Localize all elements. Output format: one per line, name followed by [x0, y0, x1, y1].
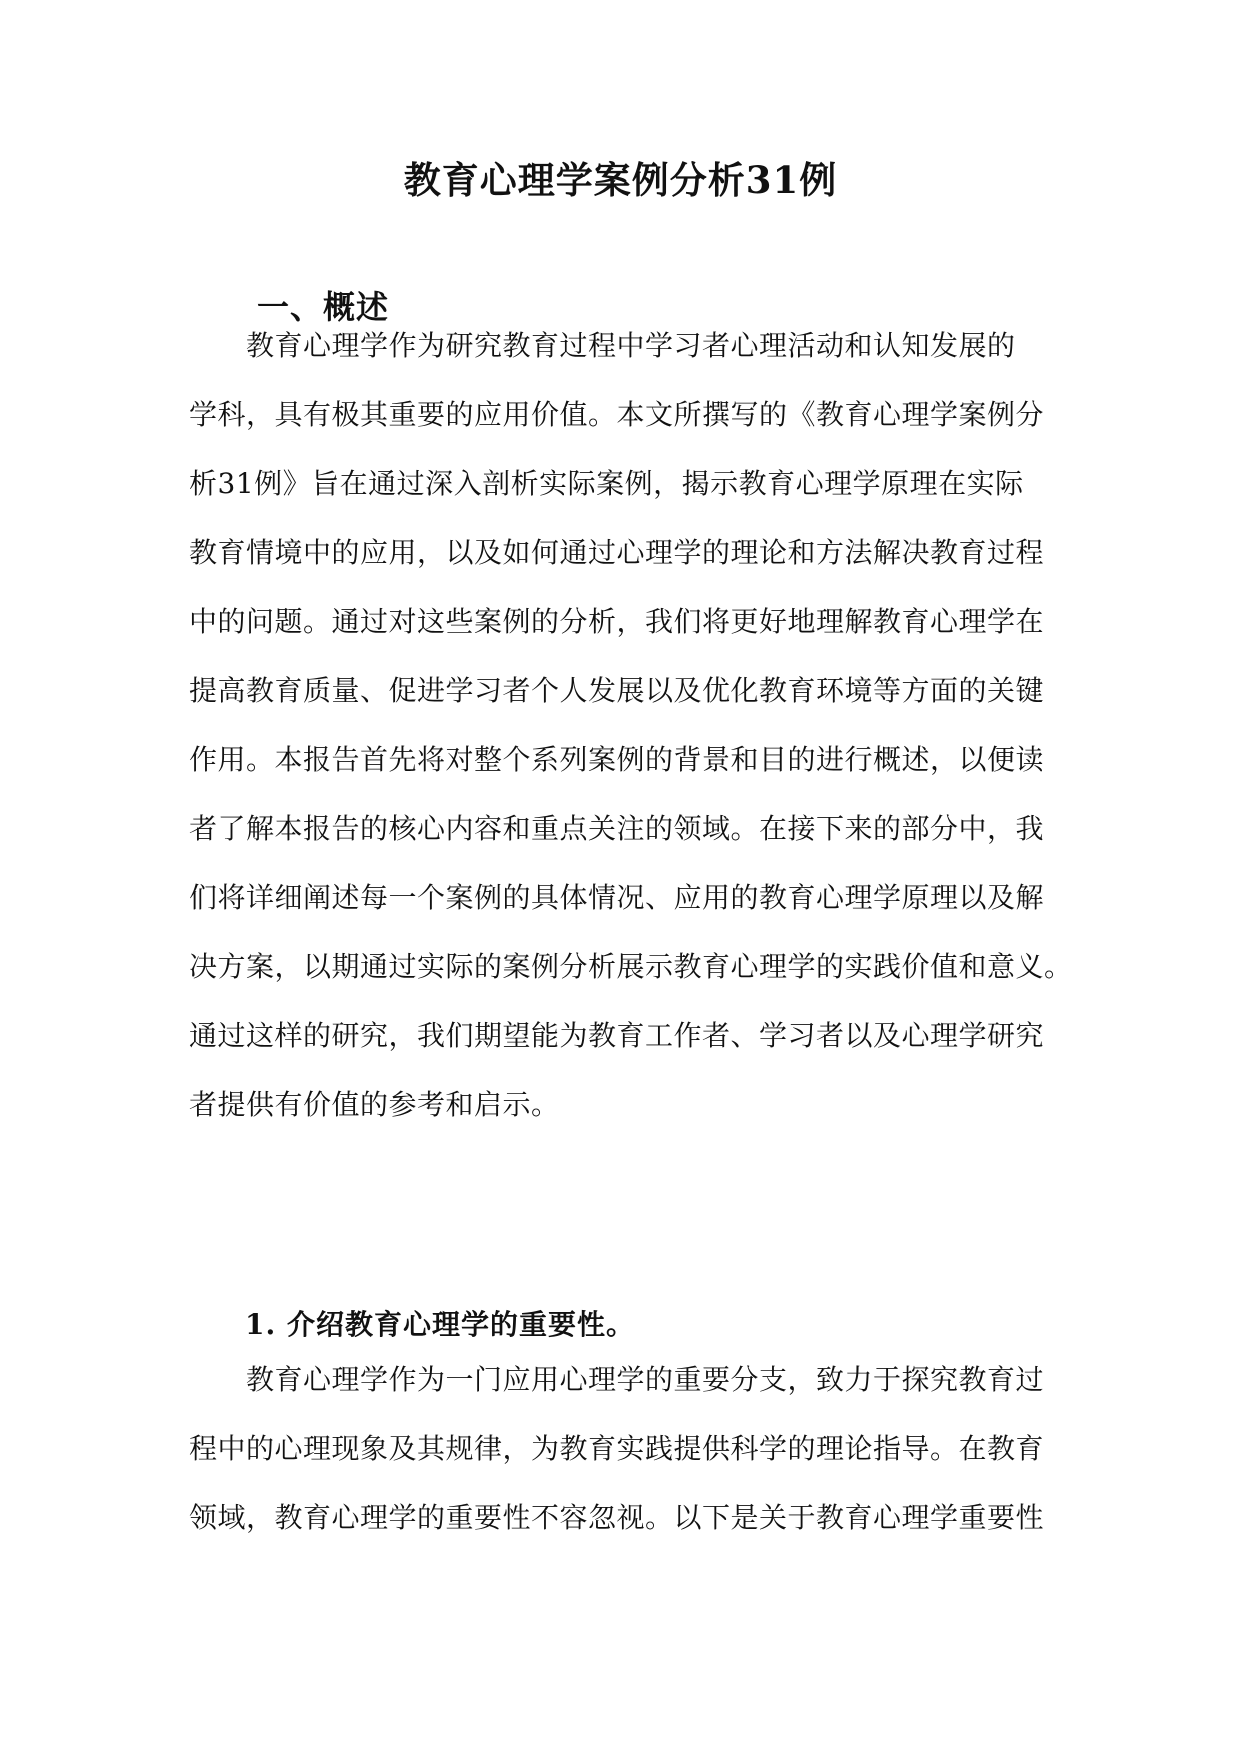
subsection-heading-importance: 1. 介绍教育心理学的重要性。	[245, 1308, 635, 1341]
paragraph-line: 们将详细阐述每一个案例的具体情况、应用的教育心理学原理以及解	[189, 881, 1045, 914]
paragraph-line: 析31例》旨在通过深入剖析实际案例，揭示教育心理学原理在实际	[189, 467, 1024, 500]
document-title: 教育心理学案例分析31例	[403, 158, 838, 202]
paragraph-line: 领域，教育心理学的重要性不容忽视。以下是关于教育心理学重要性	[189, 1501, 1045, 1534]
paragraph-line: 教育心理学作为一门应用心理学的重要分支，致力于探究教育过	[246, 1363, 1045, 1396]
paragraph-line: 通过这样的研究，我们期望能为教育工作者、学习者以及心理学研究	[189, 1019, 1045, 1052]
paragraph-line: 作用。本报告首先将对整个系列案例的背景和目的进行概述，以便读	[189, 743, 1045, 776]
paragraph-line: 教育情境中的应用，以及如何通过心理学的理论和方法解决教育过程	[189, 536, 1045, 569]
section-heading-overview: 一、概述	[257, 288, 390, 326]
paragraph-line: 教育心理学作为研究教育过程中学习者心理活动和认知发展的	[246, 329, 1016, 362]
paragraph-line: 者了解本报告的核心内容和重点关注的领域。在接下来的部分中，我	[189, 812, 1045, 845]
paragraph-line: 学科，具有极其重要的应用价值。本文所撰写的《教育心理学案例分	[189, 398, 1045, 431]
paragraph-line: 提高教育质量、促进学习者个人发展以及优化教育环境等方面的关键	[189, 674, 1045, 707]
paragraph-line: 程中的心理现象及其规律，为教育实践提供科学的理论指导。在教育	[189, 1432, 1045, 1465]
paragraph-line: 中的问题。通过对这些案例的分析，我们将更好地理解教育心理学在	[189, 605, 1045, 638]
paragraph-line: 者提供有价值的参考和启示。	[189, 1088, 560, 1121]
paragraph-line: 决方案，以期通过实际的案例分析展示教育心理学的实践价值和意义。	[189, 950, 1073, 983]
